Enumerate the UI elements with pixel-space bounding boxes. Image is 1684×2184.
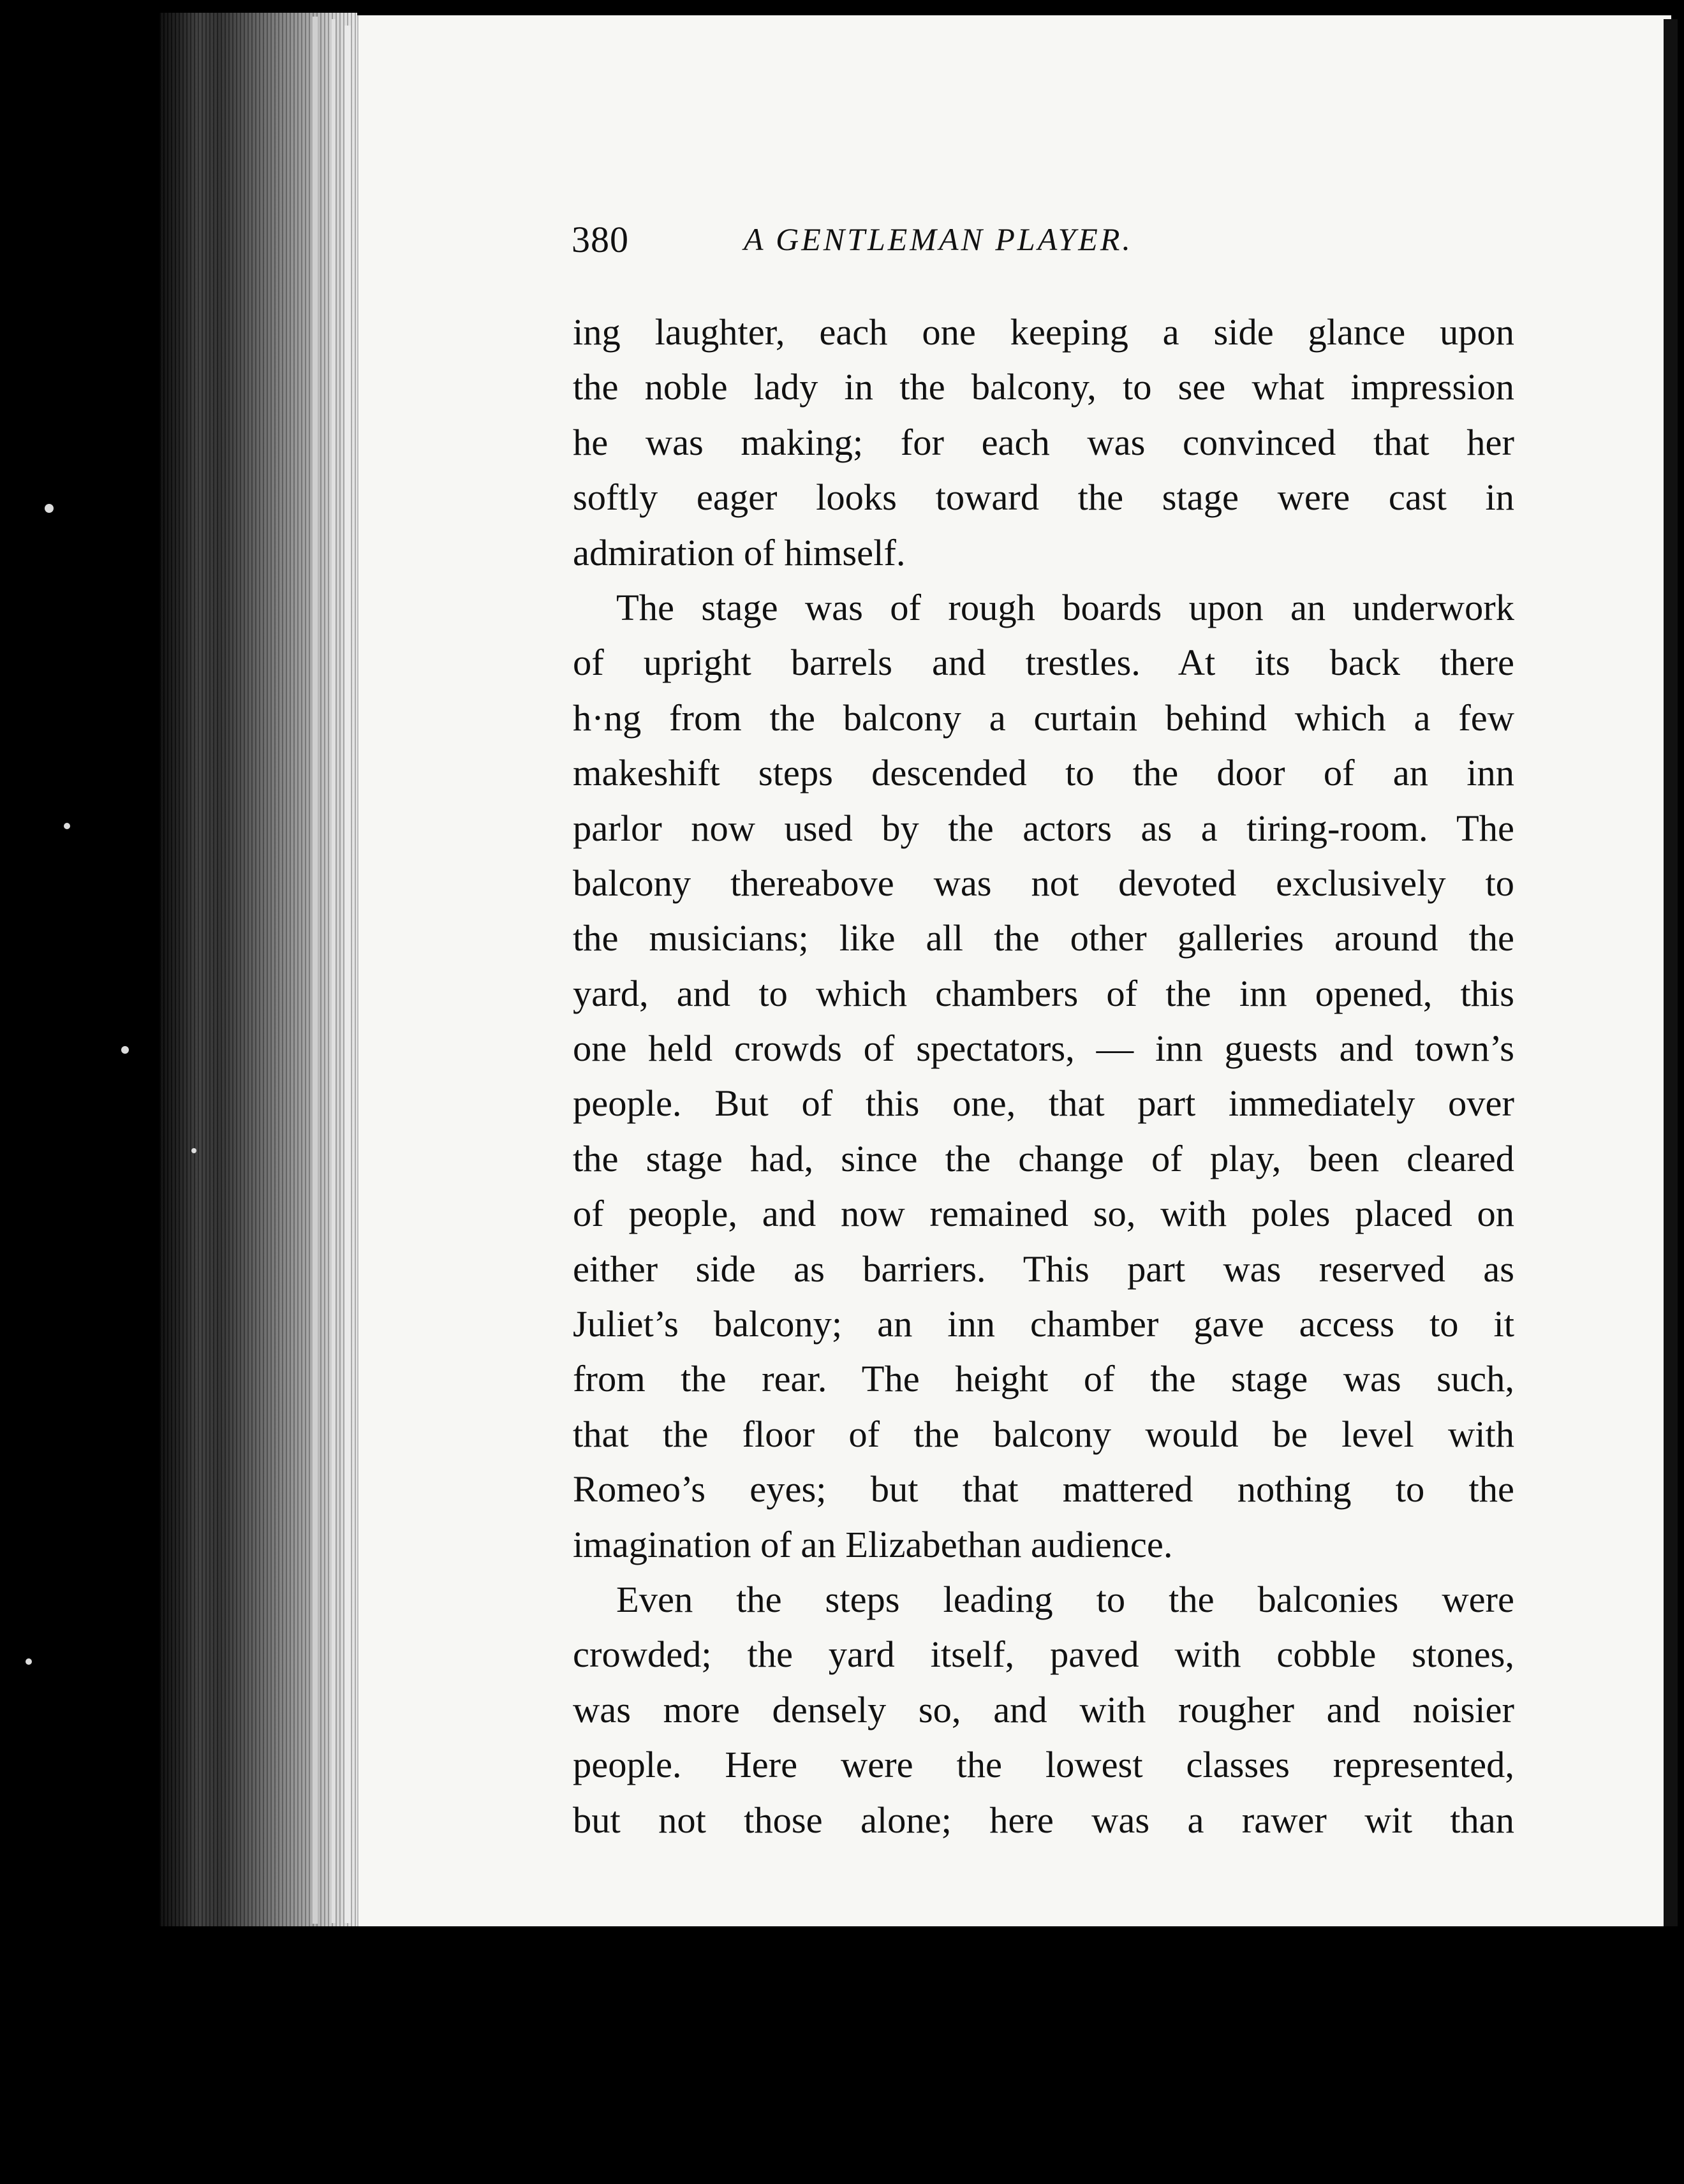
text-line: of upright barrels and trestles. At its back there (573, 642, 1514, 684)
text-line: Even the steps leading to the balconies were (616, 1578, 1514, 1620)
text-line: the stage had, since the change of play, been cleared (573, 1137, 1514, 1179)
text-line: admiration of himself. (573, 531, 906, 573)
text-line: balcony thereabove was not devoted exclusively to (573, 862, 1514, 904)
text-line: crowded; the yard itself, paved with cobble stones, (573, 1634, 1514, 1676)
running-head (572, 218, 1292, 269)
scan-speck (26, 1658, 32, 1665)
scan-speck (64, 823, 70, 829)
text-line: was more densely so, and with rougher and noisier (573, 1688, 1514, 1730)
text-line: either side as barriers. This part was reserved as (573, 1248, 1514, 1290)
text-line: that the floor of the balcony would be level with (573, 1413, 1514, 1455)
page-edges (159, 13, 357, 1926)
text-line: one held crowds of spectators, — inn guests and town’s (573, 1028, 1514, 1070)
text-line: Romeo’s eyes; but that mattered nothing to the (573, 1468, 1514, 1510)
text-line: softly eager looks toward the stage were cast in (573, 476, 1514, 519)
text-line: the musicians; like all the other galleries around the (573, 917, 1514, 959)
text-line: yard, and to which chambers of the inn opened, this (573, 972, 1514, 1014)
scan-speck (191, 1148, 196, 1153)
page-right-edge (1664, 19, 1678, 1926)
text-line: people. Here were the lowest classes represented, (573, 1744, 1514, 1786)
text-line: h·ng from the balcony a curtain behind which a few (573, 697, 1514, 739)
text-line: imagination of an Elizabethan audience. (573, 1523, 1173, 1565)
text-line: but not those alone; here was a rawer wit than (573, 1799, 1514, 1841)
text-line: The stage was of rough boards upon an underwork (616, 586, 1514, 628)
text-line: parlor now used by the actors as a tiring-room. The (573, 807, 1514, 849)
text-line: Juliet’s balcony; an inn chamber gave access to it (573, 1303, 1514, 1345)
running-title: A GENTLEMAN PLAYER. (744, 221, 1133, 257)
text-line: he was making; for each was convinced that her (573, 421, 1514, 463)
text-line: from the rear. The height of the stage was such, (573, 1358, 1514, 1400)
body-text (573, 305, 1514, 1848)
leaf-edge (344, 26, 351, 1923)
leaf-edge (332, 19, 336, 1923)
text-line: of people, and now remained so, with poles placed on (573, 1193, 1514, 1235)
page-number: 380 (572, 219, 629, 260)
scan-speck (45, 504, 54, 513)
text-line: the noble lady in the balcony, to see what impression (573, 366, 1514, 408)
scan-speck (121, 1046, 129, 1054)
leaf-edge (313, 17, 318, 1924)
text-line: people. But of this one, that part immediately over (573, 1082, 1514, 1125)
text-line: makeshift steps descended to the door of an inn (573, 752, 1514, 794)
text-line: ing laughter, each one keeping a side glance upon (573, 311, 1514, 353)
